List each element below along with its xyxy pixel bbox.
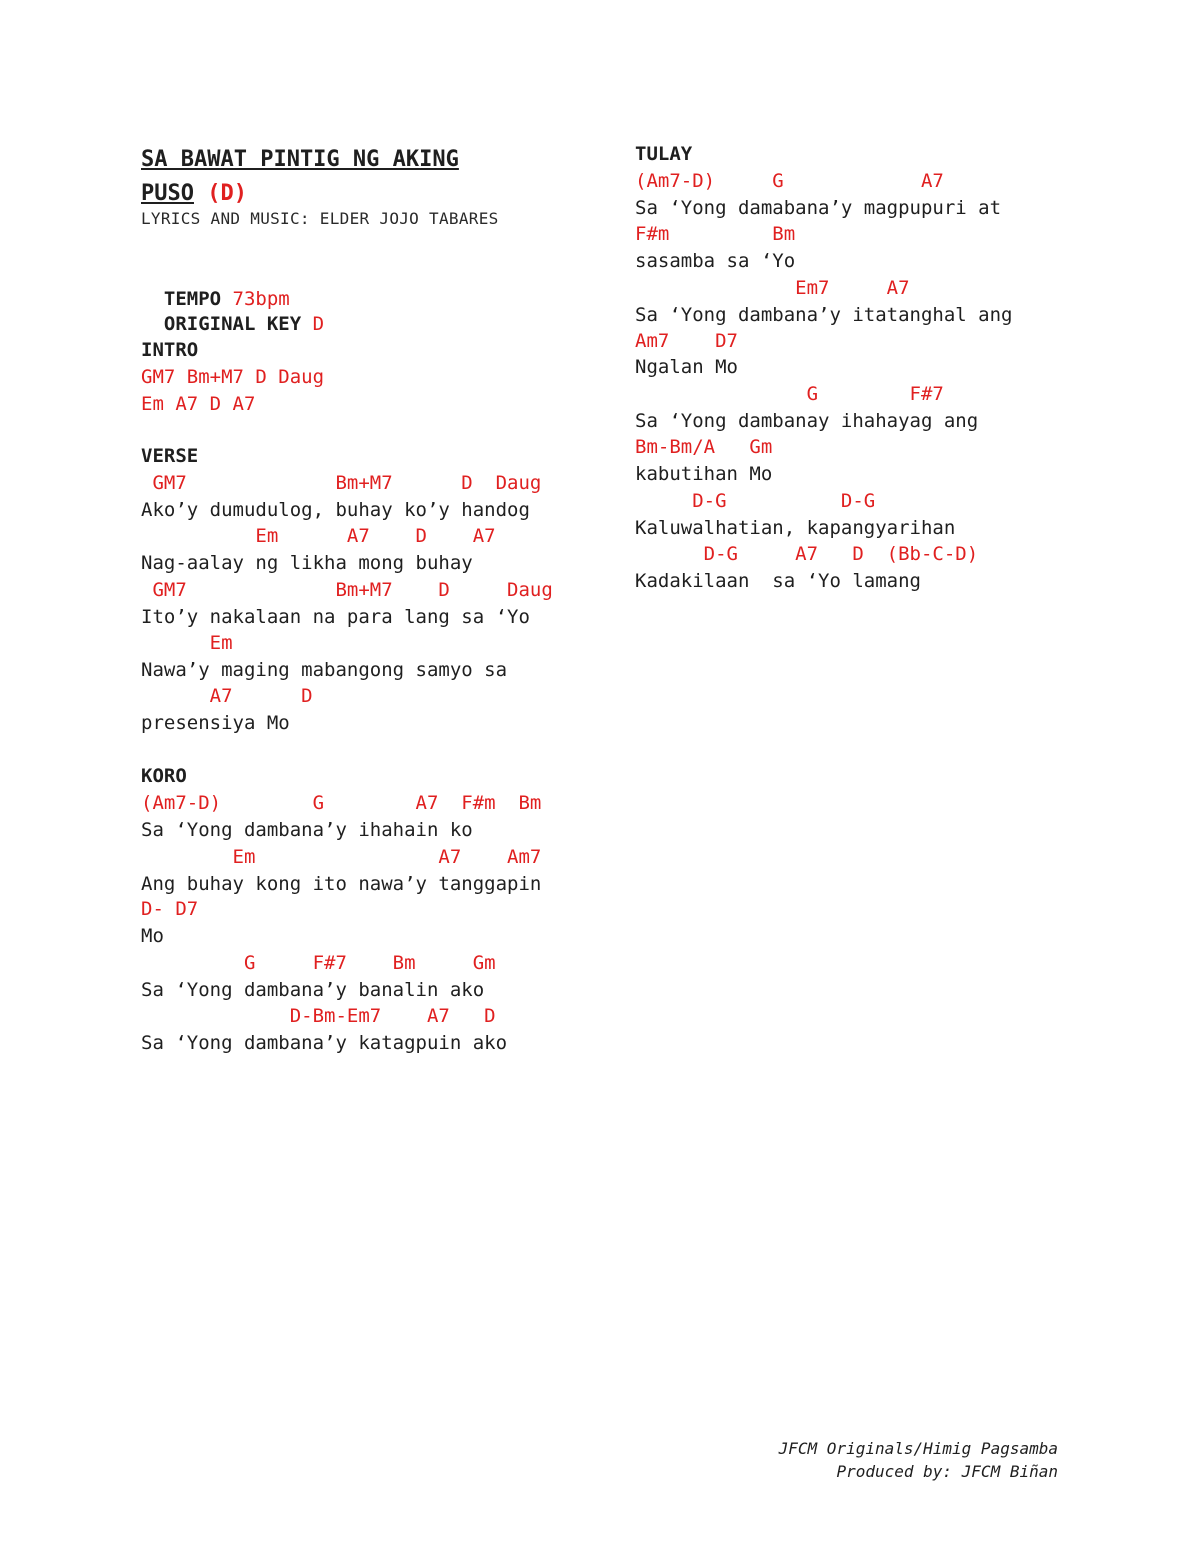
koro-lyric-line: Mo	[141, 925, 164, 947]
tulay-chord-line: G F#7	[635, 383, 944, 405]
intro-label: INTRO	[141, 339, 199, 361]
tulay-chord-line: F#m Bm	[635, 223, 796, 245]
koro-chord-line: D-Bm-Em7 A7 D	[141, 1005, 496, 1027]
verse-lyric-line: Ito’y nakalaan na para lang sa ‘Yo	[141, 606, 530, 628]
verse-label: VERSE	[141, 445, 199, 467]
verse-chord-line: GM7 Bm+M7 D Daug	[141, 472, 542, 494]
tulay-chord-line: (Am7-D) G A7	[635, 170, 944, 192]
tulay-lyric-line: Sa ‘Yong dambana’y itatanghal ang	[635, 304, 1013, 326]
tulay-lyric-line: Ngalan Mo	[635, 356, 738, 378]
tempo-value: 73bpm	[232, 288, 290, 310]
tulay-lyric-line: Sa ‘Yong dambanay ihahayag ang	[635, 410, 979, 432]
tulay-chord-line: D-G D-G	[635, 490, 876, 512]
song-title-line1: SA BAWAT PINTIG NG AKING	[141, 147, 459, 172]
koro-chord-line: G F#7 Bm Gm	[141, 952, 496, 974]
song-title-line2: PUSO	[141, 181, 194, 206]
verse-chord-line: Em	[141, 632, 233, 654]
koro-chord-line: D- D7	[141, 898, 199, 920]
verse-chord-line: A7 D	[141, 685, 313, 707]
koro-lyric-line: Sa ‘Yong dambana’y ihahain ko	[141, 819, 473, 841]
tulay-chord-line: Bm-Bm/A Gm	[635, 436, 773, 458]
verse-lyric-line: Nawa’y maging mabangong samyo sa	[141, 659, 508, 681]
verse-chord-line: GM7 Bm+M7 D Daug	[141, 579, 553, 601]
song-title-key: (D)	[207, 181, 247, 206]
footer-originals: JFCM Originals/Himig Pagsamba	[778, 1439, 1058, 1458]
tulay-lyric-line: kabutihan Mo	[635, 463, 773, 485]
koro-label: KORO	[141, 765, 187, 787]
tulay-lyric-line: sasamba sa ‘Yo	[635, 250, 796, 272]
koro-lyric-line: Sa ‘Yong dambana’y katagpuin ako	[141, 1032, 508, 1054]
koro-lyric-line: Ang buhay kong ito nawa’y tanggapin	[141, 873, 542, 895]
tulay-lyric-line: Sa ‘Yong damabana’y magpupuri at	[635, 197, 1002, 219]
verse-lyric-line: Ako’y dumudulog, buhay ko’y handog	[141, 499, 530, 521]
verse-lyric-line: Nag-aalay ng likha mong buhay	[141, 552, 473, 574]
tulay-label: TULAY	[635, 143, 693, 165]
original-key-row	[141, 285, 324, 337]
koro-lyric-line: Sa ‘Yong dambana’y banalin ako	[141, 979, 485, 1001]
verse-lyric-line: presensiya Mo	[141, 712, 290, 734]
tulay-lyric-line: Kaluwalhatian, kapangyarihan	[635, 517, 956, 539]
koro-chord-line: (Am7-D) G A7 F#m Bm	[141, 792, 542, 814]
koro-chord-line: Em A7 Am7	[141, 846, 542, 868]
intro-chords-2: Em A7 D A7	[141, 393, 256, 415]
tulay-chord-line: Am7 D7	[635, 330, 738, 352]
original-key-label: ORIGINAL KEY	[163, 313, 302, 335]
song-credit: LYRICS AND MUSIC: ELDER JOJO TABARES	[141, 209, 499, 228]
song-title	[141, 143, 459, 211]
verse-chord-line: Em A7 D A7	[141, 525, 496, 547]
original-key-value: D	[312, 313, 325, 335]
footer-producer: Produced by: JFCM Biñan	[836, 1462, 1058, 1481]
tulay-chord-line: D-G A7 D (Bb-C-D)	[635, 543, 979, 565]
tulay-lyric-line: Kadakilaan sa ‘Yo lamang	[635, 570, 921, 592]
tulay-chord-line: Em7 A7	[635, 277, 910, 299]
intro-chords-1: GM7 Bm+M7 D Daug	[141, 366, 325, 388]
tempo-label: TEMPO	[163, 288, 222, 310]
